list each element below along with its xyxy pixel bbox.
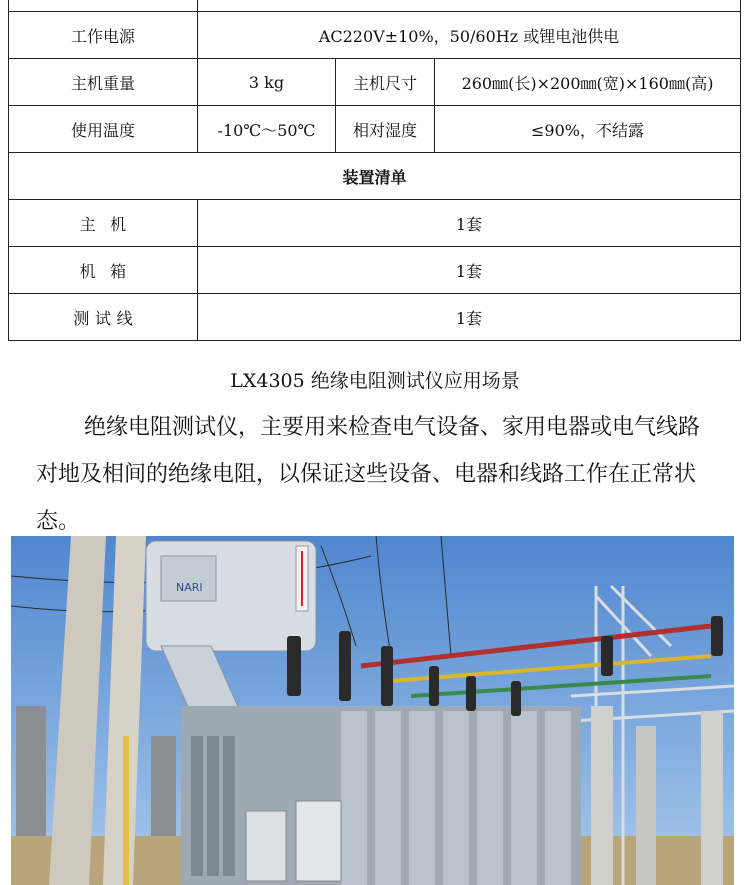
weight-value: 3 kg [198, 59, 336, 106]
section-title: 装置清单 [9, 153, 741, 200]
humidity-value: ≤90%，不结露 [435, 106, 741, 153]
table-row [9, 106, 741, 153]
weight-label: 主机重量 [9, 59, 198, 106]
table-row [9, 153, 741, 200]
item-qty: 1套 [198, 294, 741, 341]
spec-table [8, 0, 741, 341]
item-name: 主机 [9, 200, 198, 247]
size-label: 主机尺寸 [336, 59, 435, 106]
table-row [9, 12, 741, 59]
description-paragraph [36, 404, 716, 545]
scene-caption: LX4305 绝缘电阻测试仪应用场景 [230, 370, 520, 392]
item-qty: 1套 [198, 200, 741, 247]
power-label: 工作电源 [9, 12, 198, 59]
power-value: AC220V±10%，50/60Hz 或锂电池供电 [198, 12, 741, 59]
item-name: 测试线 [9, 294, 198, 341]
substation-photo [11, 536, 734, 885]
temp-label: 使用温度 [9, 106, 198, 153]
humidity-label: 相对湿度 [336, 106, 435, 153]
size-value: 260㎜(长)×200㎜(宽)×160㎜(高) [435, 59, 741, 106]
description-text: 绝缘电阻测试仪，主要用来检查电气设备、家用电器或电气线路对地及相间的绝缘电阻，以保证这些设备、电器和线路工作在正常状态。 [36, 415, 701, 534]
table-row [9, 247, 741, 294]
table-row [9, 200, 741, 247]
table-row [9, 0, 741, 12]
nari-logo: NARI [176, 581, 203, 594]
table-row [9, 294, 741, 341]
temp-value: -10℃～50℃ [198, 106, 336, 153]
item-qty: 1套 [198, 247, 741, 294]
item-name: 机箱 [9, 247, 198, 294]
substation-illustration [11, 536, 734, 885]
table-row [9, 59, 741, 106]
